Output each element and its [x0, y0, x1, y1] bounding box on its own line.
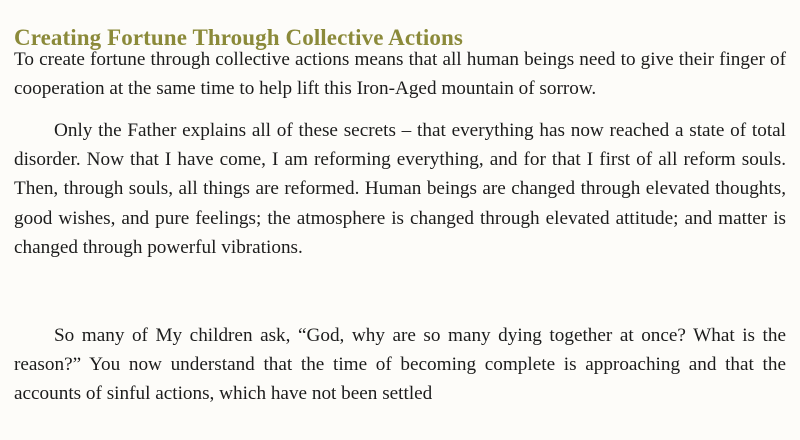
- section-heading: Creating Fortune Through Collective Actions: [14, 25, 463, 51]
- paragraph-2: Only the Father explains all of these secrets – that everything has now reached a state of total disorder. Now that I have come, I am reforming everything, and for that I first of all reform souls. Then, through souls, all things are reformed. Human beings are changed through elevated thoughts, good wishes, and pure feelings; the atmosphere is changed through elevated attitude; and matter is changed through powerful vibrations.: [14, 120, 786, 258]
- paragraph-1: To create fortune through collective actions means that all human beings need to give their finger of cooperation at the same time to help lift this Iron-Aged mountain of sorrow.: [14, 49, 786, 100]
- paragraph-3: So many of My children ask, “God, why are so many dying together at once? What is the reason?” You now understand that the time of becoming complete is approaching and that the accounts of sinful actions, which have not been settled: [14, 325, 786, 405]
